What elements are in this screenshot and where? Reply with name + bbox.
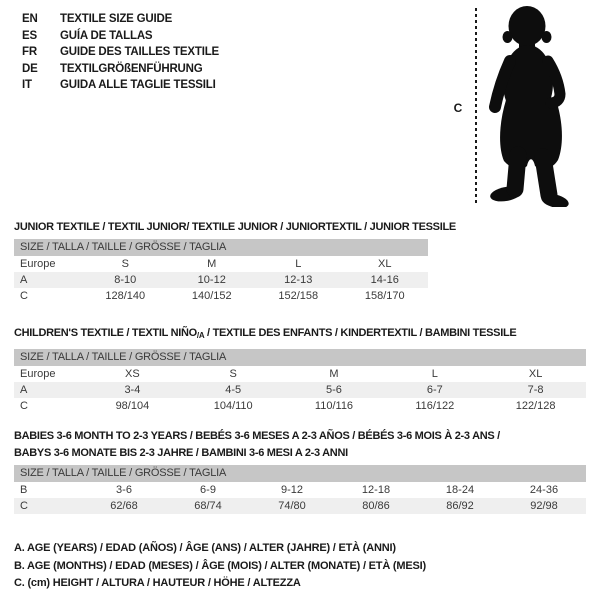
cell: M bbox=[329, 368, 339, 380]
lang-row-de bbox=[22, 61, 219, 78]
lang-title: GUIDE DES TAILLES TEXTILE bbox=[60, 46, 219, 59]
row-label: C bbox=[14, 498, 82, 514]
cell: 152/158 bbox=[278, 290, 319, 302]
table-title-children bbox=[14, 325, 516, 345]
cell: 80/86 bbox=[334, 498, 418, 514]
title-subscript: /A bbox=[196, 331, 205, 340]
table-header-babies: SIZE / TALLA / TAILLE / GRÖSSE / TAGLIA bbox=[14, 465, 586, 482]
size-table-babies bbox=[14, 482, 586, 514]
row-label: B bbox=[20, 484, 28, 496]
cell: 116/122 bbox=[415, 400, 455, 412]
cell: 104/110 bbox=[213, 400, 253, 412]
cell: 158/170 bbox=[364, 290, 405, 302]
row-label: A bbox=[14, 382, 82, 398]
language-list bbox=[22, 11, 219, 94]
cell: 12-18 bbox=[361, 484, 391, 496]
lang-code: DE bbox=[22, 62, 38, 75]
cell: 5-6 bbox=[284, 382, 385, 398]
table-row-height bbox=[14, 498, 586, 514]
footnote-c: C. (cm) HEIGHT / ALTURA / HAUTEUR / HÖHE / ALTEZZA bbox=[14, 577, 301, 589]
baby-silhouette-icon bbox=[487, 5, 595, 207]
footnote-a: A. AGE (YEARS) / EDAD (AÑOS) / ÂGE (ANS) / ALTER (JAHRE) / ETÀ (ANNI) bbox=[14, 542, 396, 554]
footnote-b: B. AGE (MONTHS) / EDAD (MESES) / ÂGE (MOIS) / ALTER (MONATE) / ETÀ (MESI) bbox=[14, 559, 426, 572]
lang-row-fr bbox=[22, 44, 219, 61]
cell: 24-36 bbox=[529, 484, 559, 496]
table-row-height bbox=[14, 398, 586, 414]
title-line: BABIES 3-6 MONTH TO 2-3 YEARS / BEBÉS 3-6 MESES A 2-3 AÑOS / BÉBÉS 3-6 MOIS À 2-3 ANS / bbox=[14, 430, 500, 442]
cell: 98/104 bbox=[115, 400, 150, 412]
cell: 140/152 bbox=[191, 290, 232, 302]
lang-title: TEXTILE SIZE GUIDE bbox=[60, 13, 173, 26]
lang-code: ES bbox=[22, 29, 37, 42]
size-table-junior bbox=[14, 256, 428, 304]
cell: 10-12 bbox=[169, 272, 256, 288]
title-part: / TEXTILE DES ENFANTS / KINDERTEXTIL / BAMBINI TESSILE bbox=[204, 327, 517, 339]
lang-row-it bbox=[22, 77, 219, 94]
lang-code: IT bbox=[22, 79, 32, 92]
cell: 8-10 bbox=[82, 272, 169, 288]
cell: 6-7 bbox=[384, 382, 485, 398]
table-row-age bbox=[14, 272, 428, 288]
row-label: C bbox=[20, 290, 28, 302]
height-measure-label: C bbox=[453, 101, 463, 115]
cell: 4-5 bbox=[183, 382, 284, 398]
title-part: CHILDREN'S TEXTILE / TEXTIL NIÑO bbox=[14, 327, 197, 339]
row-label: Europe bbox=[20, 258, 56, 270]
cell: 110/116 bbox=[314, 400, 354, 412]
cell: 18-24 bbox=[445, 484, 475, 496]
table-row-height bbox=[14, 288, 428, 304]
height-dashed-line bbox=[475, 8, 477, 206]
cell: 9-12 bbox=[280, 484, 304, 496]
table-row-age bbox=[14, 382, 586, 398]
cell: 74/80 bbox=[250, 498, 334, 514]
cell: L bbox=[431, 368, 438, 380]
footnotes bbox=[14, 540, 426, 593]
cell: 62/68 bbox=[82, 498, 166, 514]
lang-code: EN bbox=[22, 13, 38, 26]
table-row-europe bbox=[14, 256, 428, 272]
cell: 3-6 bbox=[116, 484, 132, 496]
cell: XS bbox=[125, 368, 140, 380]
cell: XL bbox=[528, 368, 543, 380]
cell: M bbox=[207, 258, 217, 270]
lang-row-en bbox=[22, 11, 219, 28]
cell: S bbox=[229, 368, 237, 380]
cell: 7-8 bbox=[485, 382, 586, 398]
size-table-children bbox=[14, 366, 586, 414]
row-label: A bbox=[14, 272, 82, 288]
cell: 3-4 bbox=[82, 382, 183, 398]
table-title-babies bbox=[14, 428, 500, 461]
cell: 14-16 bbox=[342, 272, 429, 288]
table-header-children: SIZE / TALLA / TAILLE / GRÖSSE / TAGLIA bbox=[14, 349, 586, 366]
cell: 6-9 bbox=[200, 484, 216, 496]
table-row-europe bbox=[14, 366, 586, 382]
lang-code: FR bbox=[22, 46, 37, 59]
cell: XL bbox=[378, 258, 392, 270]
lang-title: TEXTILGRÖßENFÜHRUNG bbox=[60, 62, 203, 75]
cell: 68/74 bbox=[166, 498, 250, 514]
table-row-months bbox=[14, 482, 586, 498]
cell: 122/128 bbox=[515, 400, 556, 412]
cell: 128/140 bbox=[105, 290, 146, 302]
cell: 86/92 bbox=[418, 498, 502, 514]
lang-row-es bbox=[22, 28, 219, 45]
table-header-junior: SIZE / TALLA / TAILLE / GRÖSSE / TAGLIA bbox=[14, 239, 428, 256]
cell: 92/98 bbox=[502, 498, 586, 514]
cell: L bbox=[295, 258, 302, 270]
cell: 12-13 bbox=[255, 272, 342, 288]
cell: S bbox=[121, 258, 129, 270]
lang-title: GUIDA ALLE TAGLIE TESSILI bbox=[60, 79, 216, 92]
table-title-junior: JUNIOR TEXTILE / TEXTIL JUNIOR/ TEXTILE JUNIOR / JUNIORTEXTIL / JUNIOR TESSILE bbox=[14, 221, 456, 233]
title-line: BABYS 3-6 MONATE BIS 2-3 JAHRE / BAMBINI 3-6 MESI A 2-3 ANNI bbox=[14, 446, 348, 459]
lang-title: GUÍA DE TALLAS bbox=[60, 29, 153, 42]
row-label: Europe bbox=[20, 368, 56, 380]
row-label: C bbox=[20, 400, 28, 412]
